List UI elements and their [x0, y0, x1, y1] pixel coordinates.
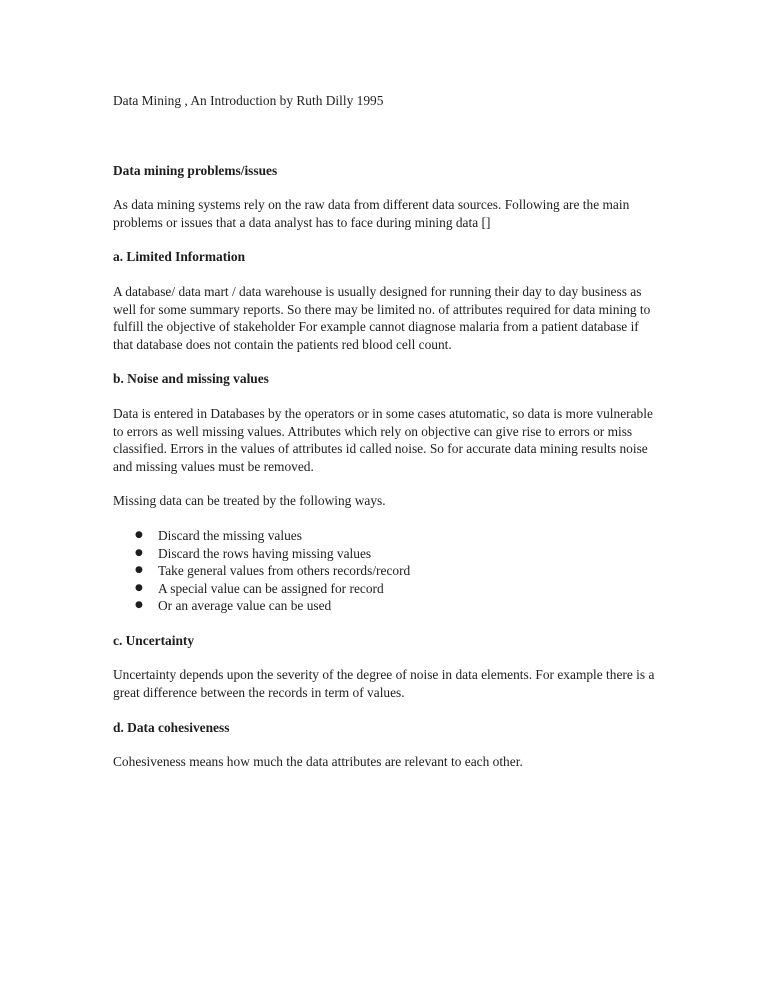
- intro-paragraph: As data mining systems rely on the raw data from different data sources. Following are the main problems or issues that a data analyst has to face during mining data []: [113, 197, 630, 230]
- paragraph-missing-data-treatment: Missing data can be treated by the following ways.: [113, 493, 386, 509]
- missing-data-bullet-list: [113, 527, 658, 615]
- document-page: [113, 92, 658, 771]
- paragraph-limited-information: A database/ data mart / data warehouse is usually designed for running their day to day business as well for some summary reports. So there may be limited no. of attributes required for data mining to fulfill the objective of stakeholder For example cannot diagnose malaria from a patient database if that database does not contain the patients red blood cell count.: [113, 283, 651, 352]
- heading-data-cohesiveness: d. Data cohesiveness: [113, 719, 230, 735]
- list-item: [113, 562, 658, 580]
- list-item: [113, 545, 658, 563]
- paragraph-noise-missing-values: Data is entered in Databases by the operators or in some cases atutomatic, so data is more vulnerable to errors as well missing values. Attributes which rely on objective can give rise to errors or miss classified. Errors in the values of attributes id called noise. So for accurate data mining results noise and missing values must be removed.: [113, 405, 653, 474]
- bullet-icon: ●: [135, 600, 143, 611]
- heading-noise-missing-values: b. Noise and missing values: [113, 371, 269, 387]
- bullet-icon: ●: [135, 582, 143, 593]
- paragraph-data-cohesiveness: Cohesiveness means how much the data attributes are relevant to each other.: [113, 754, 523, 770]
- list-item-text: Discard the rows having missing values: [158, 545, 372, 561]
- document-title: Data Mining , An Introduction by Ruth Dilly 1995: [113, 93, 384, 108]
- heading-uncertainty: c. Uncertainty: [113, 632, 195, 648]
- section-heading: Data mining problems/issues: [113, 162, 278, 178]
- list-item-text: Discard the missing values: [158, 527, 302, 543]
- bullet-icon: ●: [135, 565, 143, 576]
- bullet-icon: ●: [135, 547, 143, 558]
- heading-limited-information: a. Limited Information: [113, 249, 246, 265]
- list-item-text: Or an average value can be used: [158, 598, 332, 614]
- list-item: [113, 580, 658, 598]
- list-item: [113, 597, 658, 615]
- list-item-text: Take general values from others records/record: [158, 563, 411, 579]
- list-item: [113, 527, 658, 545]
- list-item-text: A special value can be assigned for record: [158, 580, 384, 596]
- bullet-icon: ●: [135, 529, 143, 540]
- paragraph-uncertainty: Uncertainty depends upon the severity of the degree of noise in data elements. For example there is a great difference between the records in term of values.: [113, 667, 655, 701]
